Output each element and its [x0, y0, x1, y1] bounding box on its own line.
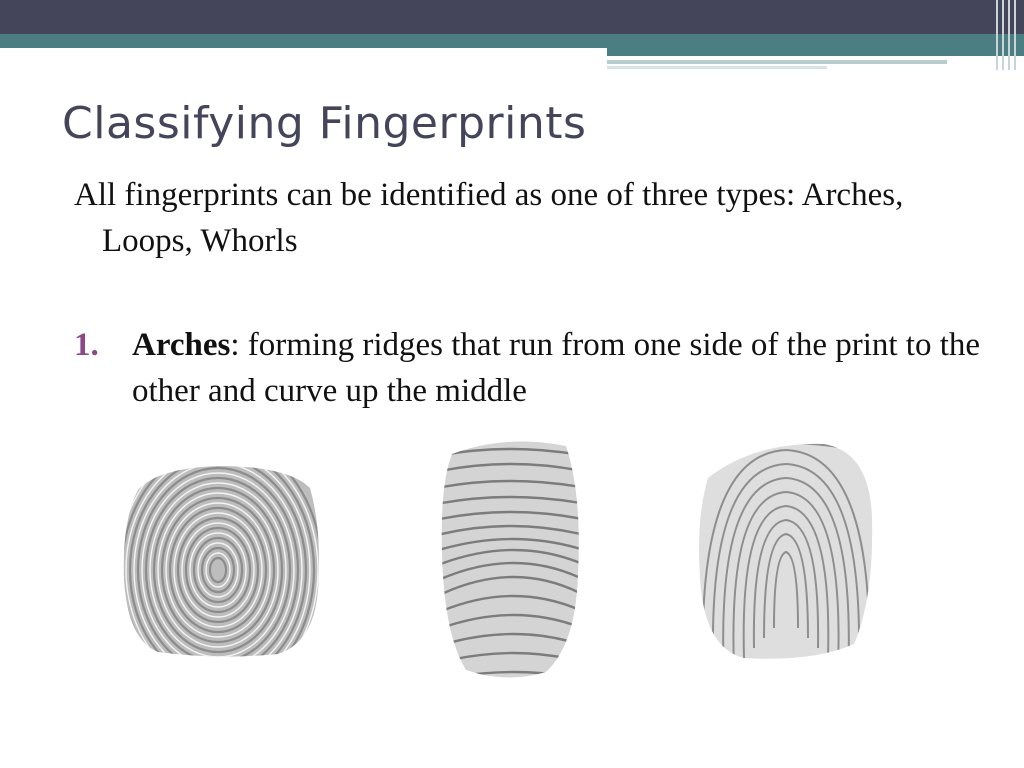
- list-item: [74, 322, 994, 414]
- header-accent-bar-short: [607, 48, 1024, 56]
- list-term: Arches: [132, 327, 231, 363]
- header-divider-line-short: [607, 66, 827, 69]
- header-accent-bar: [0, 34, 1024, 48]
- header-divider-line: [607, 60, 947, 64]
- list-text: [74, 322, 994, 414]
- list-number: 1.: [74, 327, 99, 363]
- header-corner-lines: [992, 0, 1024, 70]
- header-bar: [0, 0, 1024, 34]
- fingerprint-image-3: [694, 438, 878, 664]
- fingerprint-image-1: [118, 460, 324, 660]
- list-definition: : forming ridges that run from one side of the print to the other and curve up the middle: [132, 327, 981, 409]
- intro-paragraph: All fingerprints can be identified as one of three types: Arches, Loops, Whorls: [74, 177, 904, 259]
- fingerprint-gallery: [0, 430, 1024, 690]
- fingerprint-image-2: [436, 434, 586, 684]
- slide-title: Classifying Fingerprints: [62, 98, 587, 149]
